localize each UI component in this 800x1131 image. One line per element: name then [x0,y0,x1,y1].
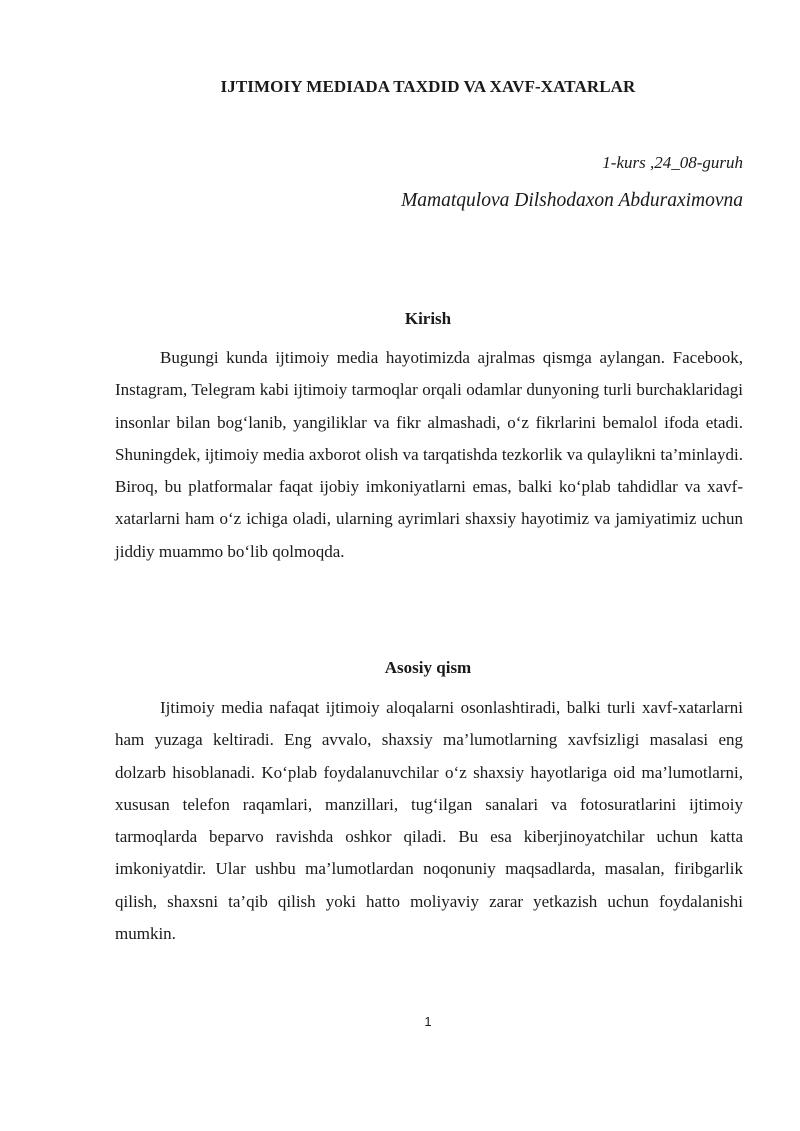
course-group-line: 1-kurs ,24_08-guruh [602,153,743,172]
section-paragraph-asosiy-qism: Ijtimoiy media nafaqat ijtimoiy aloqalarni osonlashtiradi, balki turli xavf-xatarlarni ham yuzaga keltiradi. Eng avvalo, shaxsiy ma’lumotlarning xavfsizligi masalasi eng dolzarb hisoblanadi. Ko‘plab foydalanuvchilar o‘z shaxsiy hayotlariga oid ma’lumotlarni, xususan telefon raqamlari, manzillari, tug‘ilgan sanalari va fotosuratlarini ijtimoiy tarmoqlarda beparvo ravishda oshkor qiladi. Bu esa kiberjinoyatchilar uchun katta imkoniyatdir. Ular ushbu ma’lumotlardan noqonuniy maqsadlarda, masalan, firibgarlik qilish, shaxsni ta’qib qilish yoki hatto moliyaviy zarar yetkazish uchun foydalanishi mumkin. [115,698,743,944]
section-heading-asosiy-qism: Asosiy qism [384,658,472,677]
section-paragraph-kirish: Bugungi kunda ijtimoiy media hayotimizda ajralmas qismga aylangan. Facebook, Instagram, Telegram kabi ijtimoiy tarmoqlar orqali odamlar dunyoning turli burchaklaridagi insonlar bilan bog‘lanib, yangiliklar va fikr almashadi, o‘z fikrlarini bemalol ifoda etadi. Shuningdek, ijtimoiy media axborot olish va tarqatishda tezkorlik va qulaylikni ta’minlaydi. Biroq, bu platformalar faqat ijobiy imkoniyatlarni emas, balki ko‘plab tahdidlar va xavf-xatarlarni ham o‘z ichiga oladi, ularning ayrimlari shaxsiy hayotimiz va jamiyatimiz uchun jiddiy muammo bo‘lib qolmoqda. [115,348,743,561]
section-heading-kirish: Kirish [404,309,452,328]
author-name: Mamatqulova Dilshodaxon Abduraximovna [401,190,743,211]
document-title: IJTIMOIY MEDIADA TAXDID VA XAVF-XATARLAR [220,77,636,96]
page-number: 1 [424,1014,432,1029]
